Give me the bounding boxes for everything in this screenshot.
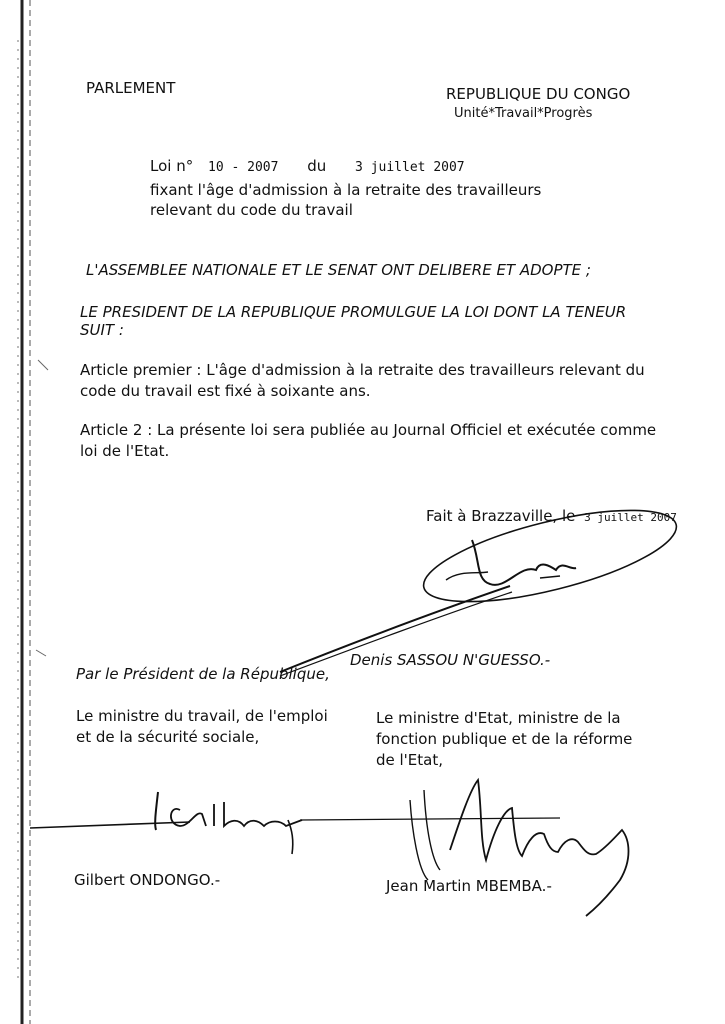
article-text-line-2: code du travail est fixé à soixante ans. [80,382,371,400]
scan-edge-mark [0,0,60,1024]
minister-title-line-1: Le ministre d'Etat, ministre de la [376,709,621,727]
signing-date: 3 juillet 2007 [584,511,677,524]
article-premier [80,360,645,402]
preamble-line-3: SUIT : [80,321,124,339]
article-text-line-1: L'âge d'admission à la retraite des travailleurs relevant du [206,361,645,379]
preamble-line-2: LE PRESIDENT DE LA REPUBLIQUE PROMULGUE LA LOI DONT LA TENEUR [80,303,627,321]
preamble-line-1: L'ASSEMBLEE NATIONALE ET LE SENAT ONT DELIBERE ET ADOPTE ; [86,261,591,279]
parliament-label: PARLEMENT [86,79,176,97]
by-president-label: Par le Président de la République, [76,665,330,683]
minister-title-line-2: fonction publique et de la réforme [376,730,633,748]
law-date: 3 juillet 2007 [355,160,465,175]
public-service-minister-signature [300,760,680,920]
law-du: du [307,157,327,175]
public-service-minister-name: Jean Martin MBEMBA.- [386,877,552,895]
law-subject-line-1: fixant l'âge d'admission à la retraite des travailleurs [150,181,542,199]
law-prefix: Loi n° [150,157,194,175]
minister-title-line-3: de l'Etat, [376,751,444,769]
signing-place: Fait à Brazzaville, le [426,507,576,525]
minister-title-line-1: Le ministre du travail, de l'emploi [76,707,328,725]
president-name: Denis SASSOU N'GUESSO.- [350,651,551,669]
labor-minister-signature [30,780,330,860]
article-text-line-1: La présente loi sera publiée au Journal Officiel et exécutée comme [157,421,657,439]
law-number-line [150,156,465,178]
law-number: 10 - 2007 [208,160,279,175]
article-label: Article 2 : [80,421,153,439]
minister-title-line-2: et de la sécurité sociale, [76,728,260,746]
article-2 [80,420,657,462]
labor-minister-name: Gilbert ONDONGO.- [74,871,221,889]
law-subject-line-2: relevant du code du travail [150,201,353,219]
minister-labor-title [76,706,346,748]
article-text-line-2: loi de l'Etat. [80,442,170,460]
country-label: REPUBLIQUE DU CONGO [446,85,631,103]
national-motto: Unité*Travail*Progrès [454,106,593,121]
article-label: Article premier : [80,361,202,379]
